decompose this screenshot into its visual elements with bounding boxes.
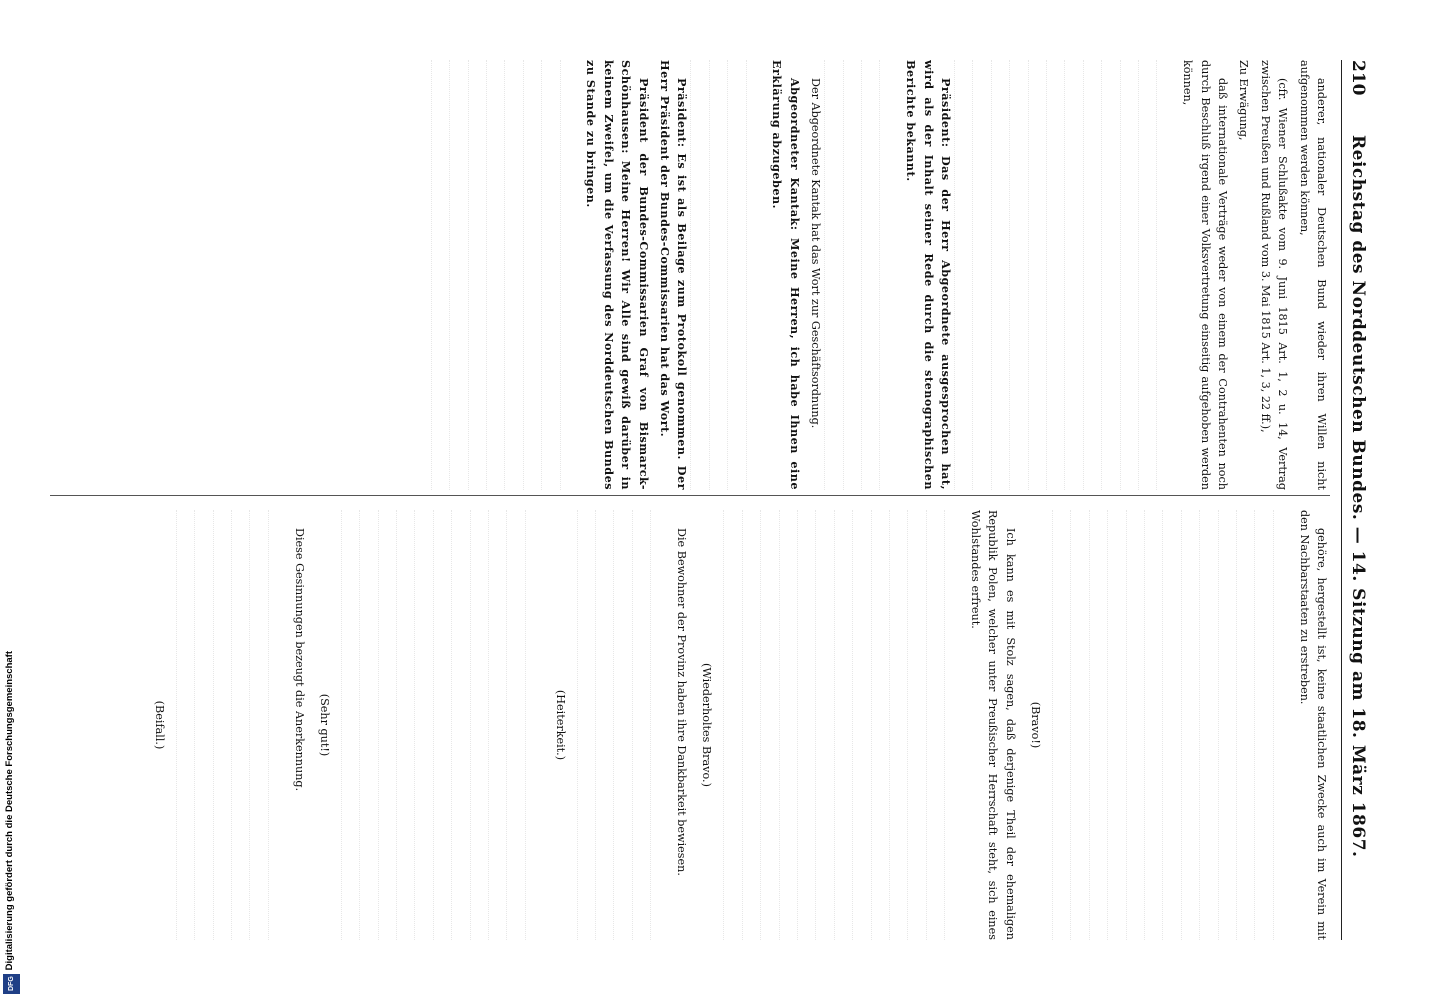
running-title: Reichstag des Norddeutschen Bundes. — 14. Sitzung am 18. März 1867. <box>1348 135 1368 858</box>
illegible-line <box>468 60 486 490</box>
illegible-line <box>451 510 469 940</box>
illegible-line <box>742 510 760 940</box>
illegible-line <box>1089 510 1107 940</box>
illegible-line <box>1218 510 1236 940</box>
illegible-line <box>843 60 861 490</box>
illegible-line <box>954 60 972 490</box>
illegible-line <box>378 510 396 940</box>
stage-direction: (Sehr gut!) <box>317 693 331 757</box>
illegible-line <box>972 60 990 490</box>
paragraph: anderer, nationaler Deutschen Bund wieder ihren Willen nicht aufgenommen werden können, <box>1297 60 1328 490</box>
illegible-line <box>470 510 488 940</box>
illegible-line <box>268 510 286 940</box>
paragraph: (cfr. Wiener Schlußakte vom 9. Juni 1815 Art. 1, 2 u. 14, Vertrag zwischen Preußen und Rußland vom 3. Mai 1815 Art. 1, 3, 22 ff.), <box>1258 60 1290 490</box>
illegible-line <box>1083 60 1101 490</box>
paragraph: gehöre, hergestellt ist, keine staatlichen Zwecke auch im Verein mit den Nachbarstaaten zu erstreben. <box>1297 510 1328 940</box>
illegible-line <box>506 510 524 940</box>
paragraph: Zu Erwägung, <box>1237 60 1251 141</box>
illegible-line <box>176 510 194 940</box>
right-column <box>20 510 1330 940</box>
illegible-line <box>852 510 870 940</box>
illegible-line <box>1052 510 1070 940</box>
illegible-line <box>525 510 543 940</box>
stage-direction: (Wiederholtes Bravo.) <box>700 663 714 787</box>
illegible-line <box>1199 510 1217 940</box>
paragraph: Diese Gesinnungen bezeugt die Anerkennung. <box>292 528 306 792</box>
illegible-line <box>613 510 631 940</box>
illegible-line <box>944 510 962 940</box>
illegible-line <box>433 510 451 940</box>
paragraph: Präsident: Es ist als Beilage zum Protokoll genommen. Der Herr Präsident der Bundes-Commissarien hat das Wort. <box>658 60 690 490</box>
illegible-line <box>341 510 359 940</box>
illegible-line <box>691 60 709 490</box>
illegible-line <box>560 60 578 490</box>
illegible-line <box>415 510 433 940</box>
illegible-line <box>746 60 764 490</box>
digitization-credit-bar <box>0 0 24 1000</box>
illegible-line <box>1156 60 1174 490</box>
illegible-line <box>1028 60 1046 490</box>
illegible-line <box>632 510 650 940</box>
illegible-line <box>650 510 668 940</box>
stage-direction: (Heiterkeit.) <box>553 689 567 761</box>
illegible-line <box>1236 510 1254 940</box>
illegible-line <box>396 510 414 940</box>
page-number: 210 <box>1348 60 1368 96</box>
illegible-line <box>760 510 778 940</box>
paragraph: Abgeordneter Kantak: Meine Herren, ich habe Ihnen eine Erklärung abzugeben. <box>770 60 802 490</box>
illegible-line <box>1046 60 1064 490</box>
illegible-line <box>1144 510 1162 940</box>
column-divider <box>50 495 1330 496</box>
left-column <box>20 60 1330 490</box>
paragraph: Präsident der Bundes-Commissarien Graf von Bismarck-Schönhausen: Meine Herren! Wir Alle sind gewiß darüber in keinem Zweifel, um die Verfassung des Norddeutschen Bundes zu Stande zu bringen. <box>584 60 651 490</box>
illegible-line <box>1162 510 1180 940</box>
illegible-line <box>991 60 1009 490</box>
illegible-line <box>926 510 944 940</box>
illegible-line <box>1064 60 1082 490</box>
illegible-line <box>824 60 842 490</box>
paragraph: Der Abgeordnete Kantak hat das Wort zur Geschäftsordnung. <box>809 78 823 429</box>
illegible-line <box>1071 510 1089 940</box>
illegible-line <box>488 510 506 940</box>
illegible-line <box>1254 510 1272 940</box>
illegible-line <box>1181 510 1199 940</box>
illegible-line <box>709 60 727 490</box>
illegible-line <box>1126 510 1144 940</box>
illegible-line <box>1120 60 1138 490</box>
illegible-line <box>871 510 889 940</box>
illegible-line <box>907 510 925 940</box>
illegible-line <box>727 60 745 490</box>
illegible-line <box>879 60 897 490</box>
illegible-line <box>523 60 541 490</box>
paragraph: Ich kann es mit Stolz sagen, daß derjenige Theil der ehemaligen Republik Polen, welcher unter Preußischer Herrschaft steht, sich eines Wohlstandes erfreut. <box>968 510 1017 940</box>
dfg-logo: DFG <box>3 974 20 994</box>
illegible-line <box>486 60 504 490</box>
illegible-line <box>249 510 267 940</box>
illegible-line <box>797 510 815 940</box>
illegible-line <box>889 510 907 940</box>
illegible-line <box>1009 60 1027 490</box>
illegible-line <box>861 60 879 490</box>
illegible-line <box>779 510 797 940</box>
illegible-line <box>449 60 467 490</box>
stage-direction: (Bravo!) <box>1029 701 1043 749</box>
paragraph: Die Bewohner der Provinz haben ihre Dankbarkeit bewiesen. <box>675 528 688 876</box>
illegible-line <box>723 510 741 940</box>
digitization-credit: Digitalisierung gefördert durch die Deutsche Forschungsgemeinschaft <box>4 650 15 970</box>
illegible-line <box>1107 510 1125 940</box>
illegible-line <box>541 60 559 490</box>
illegible-line <box>577 510 595 940</box>
illegible-line <box>359 510 377 940</box>
paragraph: daß internationale Verträge weder von einem der Contrahenten noch durch Beschluß irgend einer Volksvertretung einseitig aufgehoben werden können, <box>1181 60 1229 490</box>
illegible-line <box>194 510 212 940</box>
page-header <box>1341 60 1372 940</box>
illegible-line <box>595 510 613 940</box>
illegible-line <box>431 60 449 490</box>
illegible-line <box>213 510 231 940</box>
illegible-line <box>1101 60 1119 490</box>
illegible-line <box>834 510 852 940</box>
illegible-line <box>231 510 249 940</box>
illegible-line <box>1138 60 1156 490</box>
stage-direction: (Beifall.) <box>152 700 166 750</box>
illegible-line <box>815 510 833 940</box>
paragraph: Präsident: Das der Herr Abgeordnete ausgesprochen hat, wird als der Inhalt seiner Rede durch die stenographischen Berichte bekannt. <box>904 60 954 490</box>
illegible-line <box>1273 510 1291 940</box>
illegible-line <box>505 60 523 490</box>
